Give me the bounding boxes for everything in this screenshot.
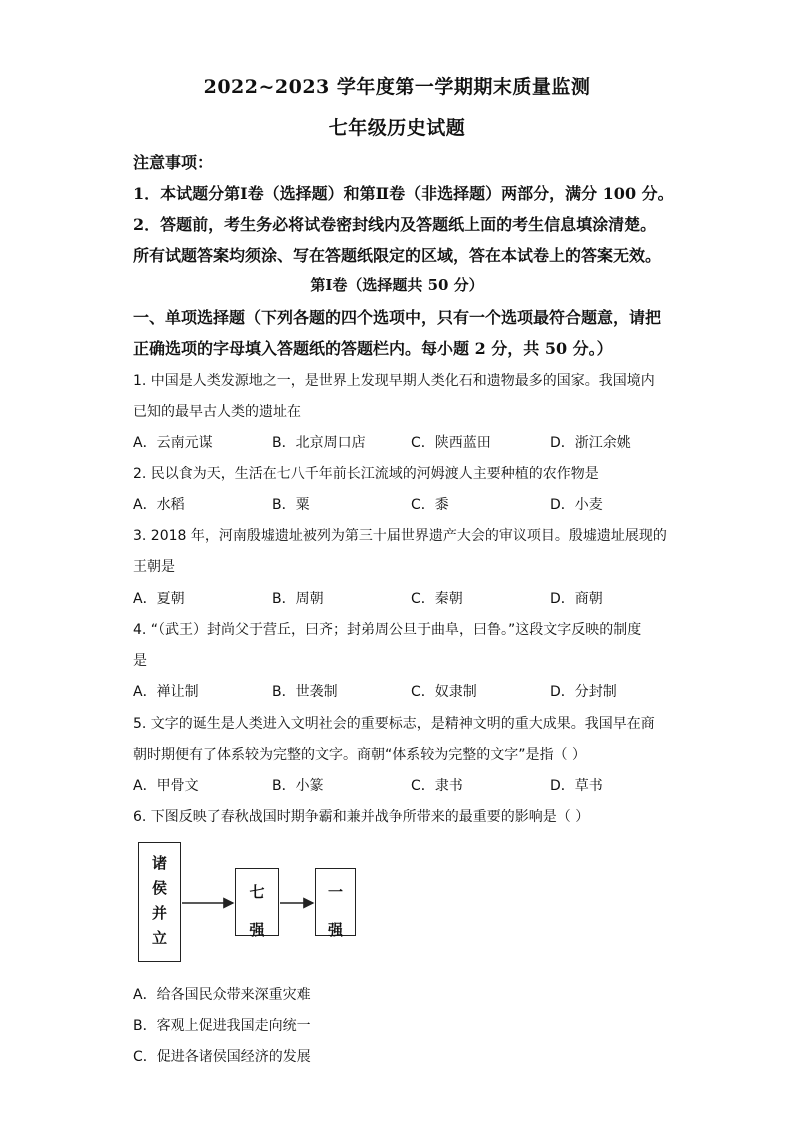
section-title: 第Ⅰ卷（选择题共 50 分） <box>310 276 484 294</box>
option-d: D．小麦 <box>550 497 603 513</box>
box-char: 七 <box>249 883 265 901</box>
box-char: 强 <box>327 921 343 939</box>
question-3-text: 3. 2018 年，河南殷墟遗址被列为第三十届世界遗产大会的审议项目。殷墟遗址展现的 <box>133 528 667 544</box>
question-4-text: 4. “（武王）封尚父于营丘，曰齐；封弟周公旦于曲阜，曰鲁。”这段文字反映的制度 <box>133 622 642 638</box>
option-c: C．隶书 <box>411 778 463 794</box>
history-flow-diagram <box>138 842 378 972</box>
diagram-box-seven-powers <box>235 868 279 939</box>
box-char: 诸 <box>151 854 167 872</box>
box-char: 并 <box>151 904 167 922</box>
option-c: C．奴隶制 <box>411 684 477 700</box>
option-d: D．商朝 <box>550 591 603 607</box>
option-d: D．分封制 <box>550 684 617 700</box>
option-a: A．禅让制 <box>133 684 199 700</box>
box-char: 强 <box>249 921 265 939</box>
diagram-box-feudal-states <box>138 842 181 962</box>
box-char: 一 <box>327 883 343 901</box>
option-c: C．陕西蓝田 <box>411 435 491 451</box>
question-5-text-cont: 朝时期便有了体系较为完整的文字。商朝“体系较为完整的文字”是指（ ） <box>133 747 586 763</box>
option-b: B．北京周口店 <box>272 435 366 451</box>
question-6-option-c: C．促进各诸侯国经济的发展 <box>133 1049 311 1065</box>
question-3-text-cont: 王朝是 <box>133 559 175 575</box>
option-d: D．草书 <box>550 778 603 794</box>
question-1-text: 1. 中国是人类发源地之一，是世界上发现早期人类化石和遗物最多的国家。我国境内 <box>133 373 655 389</box>
option-b: B．小篆 <box>272 778 324 794</box>
option-b: B．粟 <box>272 497 310 513</box>
exam-subtitle: 七年级历史试题 <box>328 117 466 139</box>
box-char: 立 <box>151 929 167 947</box>
question-4-text-cont: 是 <box>133 653 147 669</box>
notice-item-2: 2．答题前，考生务必将试卷密封线内及答题纸上面的考生信息填涂清楚。 <box>133 215 657 234</box>
box-char: 侯 <box>151 879 167 897</box>
option-a: A．云南元谋 <box>133 435 213 451</box>
section-instruction-2: 正确选项的字母填入答题纸的答题栏内。每小题 2 分，共 50 分。） <box>133 339 613 358</box>
option-a: A．夏朝 <box>133 591 185 607</box>
question-6-option-b: B．客观上促进我国走向统一 <box>133 1018 311 1034</box>
notice-item-1: 1．本试题分第Ⅰ卷（选择题）和第Ⅱ卷（非选择题）两部分，满分 100 分。 <box>133 184 674 203</box>
question-6-option-a: A．给各国民众带来深重灾难 <box>133 987 311 1003</box>
option-c: C．秦朝 <box>411 591 463 607</box>
question-1-text-cont: 已知的最早古人类的遗址在 <box>133 404 301 420</box>
option-b: B．世袭制 <box>272 684 338 700</box>
exam-title: 2022~2023 学年度第一学期期末质量监测 <box>203 76 591 98</box>
option-d: D．浙江余姚 <box>550 435 631 451</box>
notice-item-3: 所有试题答案均须涂、写在答题纸限定的区域，答在本试卷上的答案无效。 <box>133 246 662 265</box>
diagram-box-one-power <box>315 868 356 939</box>
option-c: C．黍 <box>411 497 449 513</box>
option-a: A．水稻 <box>133 497 185 513</box>
question-6-text: 6. 下图反映了春秋战国时期争霸和兼并战争所带来的最重要的影响是（ ） <box>133 809 590 825</box>
option-b: B．周朝 <box>272 591 324 607</box>
option-a: A．甲骨文 <box>133 778 199 794</box>
notice-heading: 注意事项： <box>133 153 214 172</box>
question-5-text: 5. 文字的诞生是人类进入文明社会的重要标志，是精神文明的重大成果。我国早在商 <box>133 716 655 732</box>
section-instruction-1: 一、单项选择题（下列各题的四个选项中，只有一个选项最符合题意，请把 <box>133 308 662 327</box>
question-2-text: 2. 民以食为天，生活在七八千年前长江流域的河姆渡人主要种植的农作物是 <box>133 466 599 482</box>
